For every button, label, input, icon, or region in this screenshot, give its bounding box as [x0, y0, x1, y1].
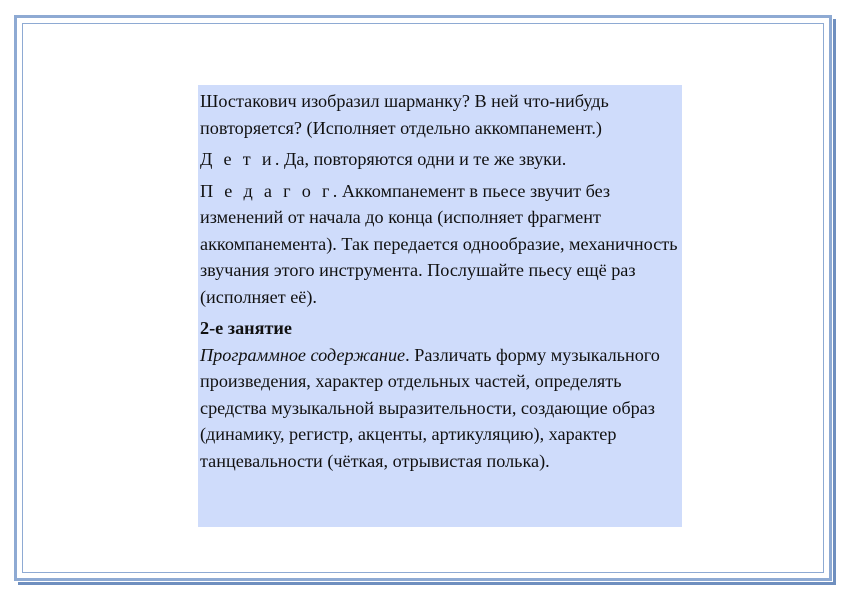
paragraph-text: Шостакович изобразил шарманку? В ней что-нибудь повторяется? (Исполняет отдельно аккомпанемент.) [200, 91, 609, 138]
paragraph-children [200, 146, 680, 173]
paragraph-text: . Аккомпанемент в пьесе звучит без изменений от начала до конца (исполняет фрагмент аккомпанемента). Так передается однообразие, механичность звучания этого инструмента. Послушайте пьесу ещё раз (исполняет её). [200, 180, 678, 307]
paragraph-text: . Различать форму музыкального произведения, характер отдельных частей, определять средства музыкальной выразительности, создающие образ (динамику, регистр, акценты, артикуляцию), характер танцевальности (чёткая, отрывистая полька). [200, 344, 660, 471]
paragraph-sharmanka [200, 88, 680, 141]
paragraph-program [200, 342, 680, 475]
paragraph-teacher [200, 178, 680, 311]
highlighted-text-block [198, 85, 682, 527]
program-content-label: Программное содержание [200, 344, 406, 365]
speaker-label-children: Д е т и [200, 149, 275, 169]
lesson-heading: 2-е занятие [200, 318, 292, 338]
speaker-label-teacher: П е д а г о г [200, 180, 333, 201]
paragraph-text: . Да, повторяются одни и те же звуки. [274, 149, 567, 169]
